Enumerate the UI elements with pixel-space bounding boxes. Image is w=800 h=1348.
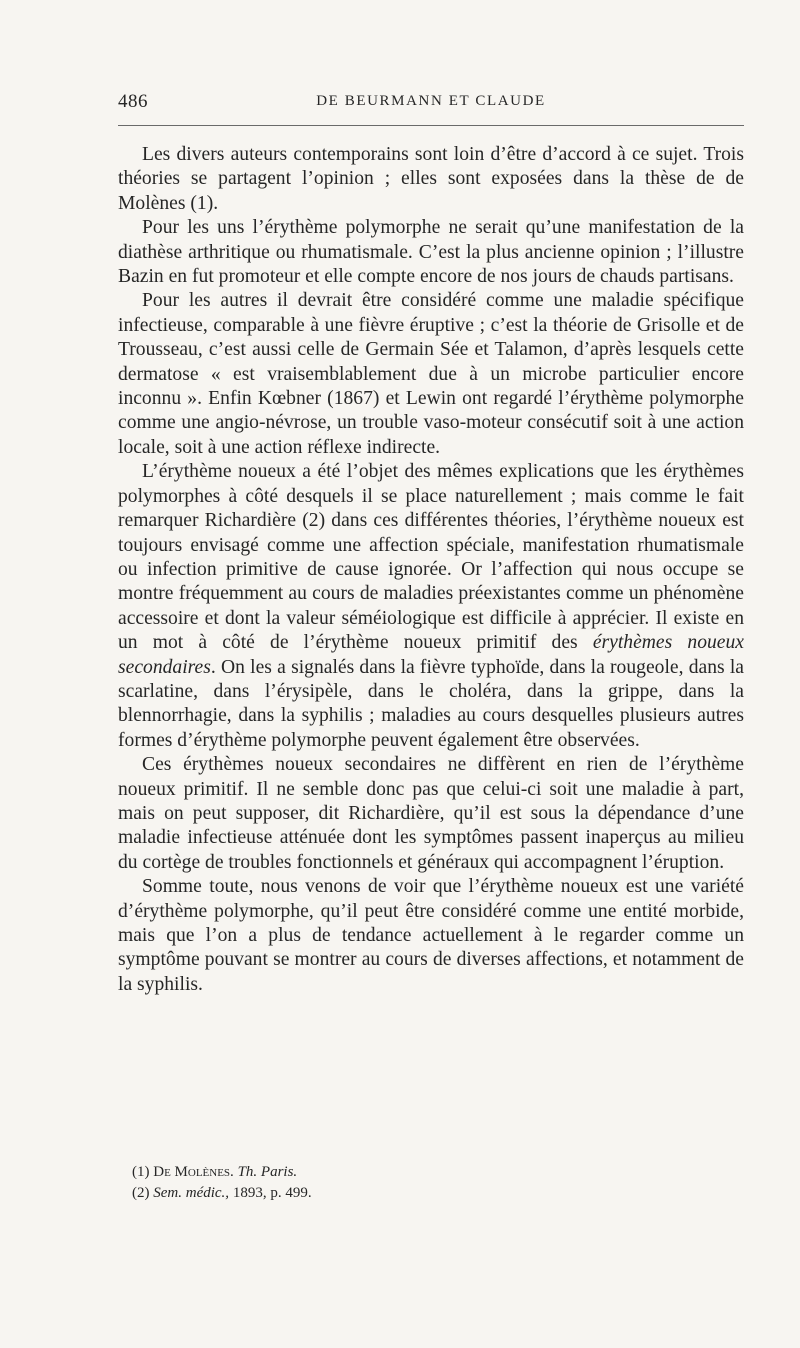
- footnote-marker: (1): [132, 1164, 150, 1180]
- paragraph-6: Somme toute, nous venons de voir que l’érythème noueux est une variété d’érythème polymorphe, qu’il peut être considéré comme une entité morbide, mais que l’on a plus de tendance actuellement à le regarder comme un symptôme pouvant se montrer au cours de diverses affections, et notamment de la syphilis.: [118, 876, 744, 995]
- page-header: [118, 91, 744, 113]
- paragraph-4-text-after: . On les a signalés dans la fièvre typhoïde, dans la rougeole, dans la scarlatine, dans l’érysipèle, dans le choléra, dans la grippe, dans la blennorrhagie, dans la syphilis ; maladies au cours desquelles plusieurs autres formes d’érythème polymorphe peuvent également être observées.: [118, 656, 744, 751]
- paragraph-1: Les divers auteurs contemporains sont loin d’être d’accord à ce sujet. Trois théories se partagent l’opinion ; elles sont exposées dans la thèse de de Molènes (1).: [118, 144, 744, 214]
- paragraph-2: Pour les uns l’érythème polymorphe ne serait qu’une manifestation de la diathèse arthritique ou rhumatismale. C’est la plus ancienne opinion ; l’illustre Bazin en fut promoteur et elle compte encore de nos jours de chauds partisans.: [118, 217, 744, 288]
- paragraph-3: Pour les autres il devrait être considéré comme une maladie spécifique infectieuse, comparable à une fièvre éruptive ; c’est la théorie de Grisolle et de Trousseau, c’est aussi celle de Germain Sée et Talamon, d’après lesquels cette dermatose « est vraisemblablement due à un microbe particulier encore inconnu ». Enfin Kœbner (1867) et Lewin ont regardé l’érythème polymorphe comme une angio-névrose, un trouble vaso-moteur consécutif soit à une action locale, soit à une action réflexe indirecte.: [118, 290, 744, 458]
- body-text: [118, 143, 744, 997]
- footnote-marker: (2): [132, 1185, 150, 1201]
- page-number: 486: [118, 91, 148, 112]
- paragraph-5: Ces érythèmes noueux secondaires ne diffèrent en rien de l’érythème noueux primitif. Il ne semble donc pas que celui-ci soit une maladie à part, mais on peut supposer, dit Richardière, qu’il est sous la dépendance d’une maladie infectieuse atténuée dont les symptômes passent inaperçus au milieu du cortège de troubles fonctionnels et généraux qui accompagnent l’éruption.: [118, 754, 744, 873]
- paragraph-4-italic-term: érythèmes noueux secondaires: [118, 632, 744, 678]
- running-title: DE BEURMANN ET CLAUDE: [316, 93, 546, 109]
- footnote-author: De Molènes.: [153, 1164, 234, 1180]
- footnote-2: [132, 1183, 732, 1204]
- footnote-source: Sem. médic.,: [153, 1185, 230, 1201]
- footnote-citation: 1893, p. 499.: [232, 1185, 312, 1201]
- footnote-1: [132, 1162, 732, 1183]
- paragraph-4: [118, 460, 744, 753]
- footnote-source: Th. Paris.: [237, 1164, 298, 1180]
- footnotes: [132, 1162, 732, 1204]
- header-rule: [118, 125, 744, 126]
- paragraph-4-text-before: L’érythème noueux a été l’objet des mêmes explications que les érythèmes polymorphes à côté desquels il se place naturellement ; mais comme le fait remarquer Richardière (2) dans ces différentes théories, l’érythème noueux est toujours envisagé comme une affection spéciale, manifestation rhumatismale ou infection primitive de cause ignorée. Or l’affection qui nous occupe se montre fréquemment au cours de maladies préexistantes comme un phénomène accessoire et dont la valeur séméiologique est difficile à apprécier. Il existe en un mot à côté de l’érythème noueux primitif des: [118, 461, 744, 654]
